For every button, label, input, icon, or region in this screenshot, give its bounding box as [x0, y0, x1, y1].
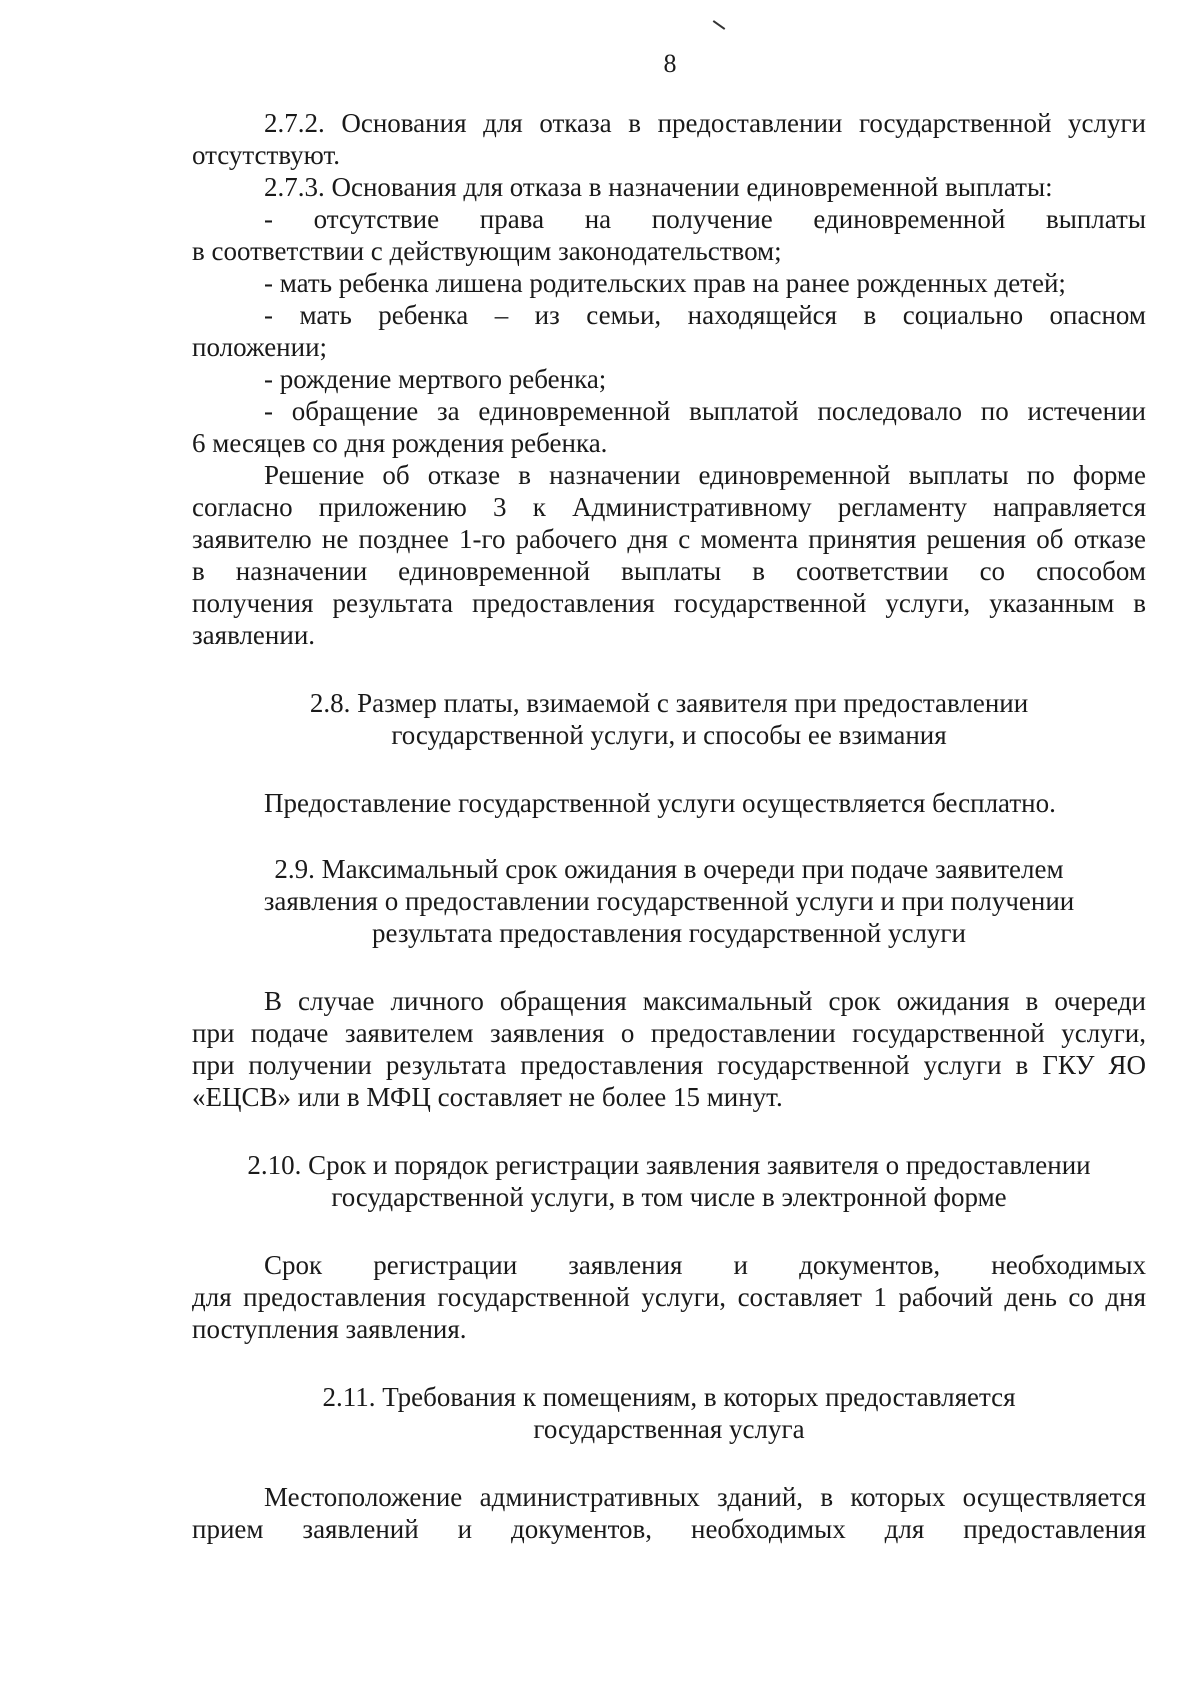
paragraph-line: «ЕЦСВ» или в МФЦ составляет не более 15 минут.	[192, 1082, 783, 1112]
list-item: - рождение мертвого ребенка;	[264, 364, 607, 394]
scan-mark	[713, 20, 726, 30]
paragraph-line: при подаче заявителем заявления о предоставлении государственной услуги,	[192, 1018, 1146, 1048]
list-item: - мать ребенка лишена родительских прав на ранее рожденных детей;	[264, 268, 1066, 298]
section-heading: заявления о предоставлении государственной услуги и при получении	[263, 886, 1075, 916]
list-item: - обращение за единовременной выплатой последовало по истечении	[264, 396, 1146, 426]
list-item: - мать ребенка – из семьи, находящейся в социально опасном	[264, 300, 1146, 330]
paragraph-line: в назначении единовременной выплаты в соответствии со способом	[192, 556, 1146, 586]
paragraph-line: Срок регистрации заявления и документов, необходимых	[264, 1250, 1146, 1280]
paragraph-line: Решение об отказе в назначении единовременной выплаты по форме	[264, 460, 1146, 490]
list-item-continuation: в соответствии с действующим законодательством;	[192, 236, 782, 266]
paragraph-line: отсутствуют.	[192, 140, 340, 170]
paragraph-line: для предоставления государственной услуги, составляет 1 рабочий день со дня	[192, 1282, 1146, 1312]
paragraph-line: прием заявлений и документов, необходимых для предоставления	[192, 1514, 1146, 1544]
paragraph-line: 2.7.2. Основания для отказа в предоставлении государственной услуги	[264, 108, 1146, 138]
paragraph-line: 2.7.3. Основания для отказа в назначении единовременной выплаты:	[264, 172, 1053, 202]
section-heading: 2.11. Требования к помещениям, в которых предоставляется	[322, 1382, 1016, 1412]
section-heading: 2.10. Срок и порядок регистрации заявления заявителя о предоставлении	[247, 1150, 1091, 1180]
section-heading: 2.9. Максимальный срок ожидания в очереди при подаче заявителем	[274, 854, 1064, 884]
section-heading: государственная услуга	[533, 1414, 805, 1444]
paragraph-line: поступления заявления.	[192, 1314, 467, 1344]
document-body	[192, 107, 1146, 1545]
list-item: - отсутствие права на получение единовременной выплаты	[264, 204, 1146, 234]
paragraph-line: В случае личного обращения максимальный срок ожидания в очереди	[264, 986, 1146, 1016]
section-heading: государственной услуги, в том числе в электронной форме	[331, 1182, 1007, 1212]
page-number: 8	[663, 49, 677, 78]
section-heading: государственной услуги, и способы ее взимания	[391, 720, 947, 750]
paragraph-line: заявлении.	[192, 620, 316, 650]
paragraph-line: при получении результата предоставления государственной услуги в ГКУ ЯО	[192, 1050, 1146, 1080]
list-item-continuation: 6 месяцев со дня рождения ребенка.	[192, 428, 608, 458]
paragraph-line: согласно приложению 3 к Административному регламенту направляется	[192, 492, 1146, 522]
list-item-continuation: положении;	[192, 332, 328, 362]
paragraph-line: заявителю не позднее 1-го рабочего дня с момента принятия решения об отказе	[192, 524, 1146, 554]
section-heading: результата предоставления государственной услуги	[372, 918, 966, 948]
paragraph-line: получения результата предоставления государственной услуги, указанным в	[192, 588, 1146, 618]
paragraph-line: Местоположение административных зданий, в которых осуществляется	[264, 1482, 1146, 1512]
section-heading: 2.8. Размер платы, взимаемой с заявителя при предоставлении	[309, 688, 1029, 718]
paragraph-line: Предоставление государственной услуги осуществляется бесплатно.	[264, 788, 1056, 818]
